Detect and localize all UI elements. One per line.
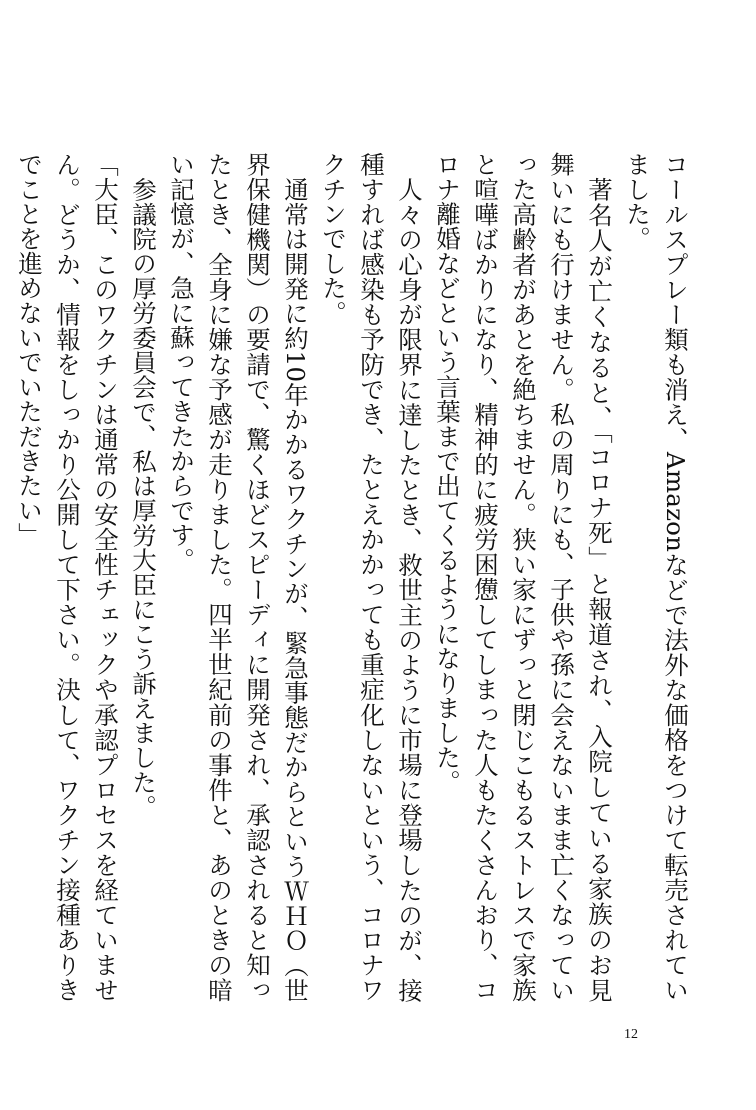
paragraph-4: 通常は開発に約10年かかるワクチンが、緊急事態だからというＷＨＯ（世界保健機関）の要請で、驚くほどスピーディに開発され、承認されると知ったとき、全身に嫌な予感が走りました。四半世紀前の事件と、あのときの暗い記憶が、急に蘇ってきたからです。: [167, 152, 310, 1002]
page-number: 12: [624, 1027, 638, 1042]
vertical-text-block: [15, 152, 694, 1002]
paragraph-2: 著名人が亡くなると、「コロナ死」と報道され、入院している家族のお見舞いにも行けません。私の周りにも、子供や孫に会えないまま亡くなっていった高齢者があとを絶ちません。狭い家にずっと閉じこもるストレスで家族と喧嘩ばかりになり、精神的に疲労困憊してしまった人もたくさんおり、コロナ離婚などという言葉まで出てくるようになりました。: [433, 152, 614, 1002]
paragraph-5: 参議院の厚労委員会で、私は厚労大臣にこう訴えました。: [129, 176, 158, 819]
paragraph-3: 人々の心身が限界に達したとき、救世主のように市場に登場したのが、接種すれば感染も予防でき、たとえかかっても重症化しないという、コロナワクチンでした。: [319, 152, 424, 1002]
paragraph-6: 「大臣、このワクチンは通常の安全性チェックや承認プロセスを経ていません。どうか、情報をしっかり公開して下さい。決して、ワクチン接種ありきでことを進めないでいただきたい」: [15, 152, 120, 1002]
paragraph-1: コールスプレー類も消え、Amazonなどで法外な価格をつけて転売されていました。: [623, 152, 690, 1002]
